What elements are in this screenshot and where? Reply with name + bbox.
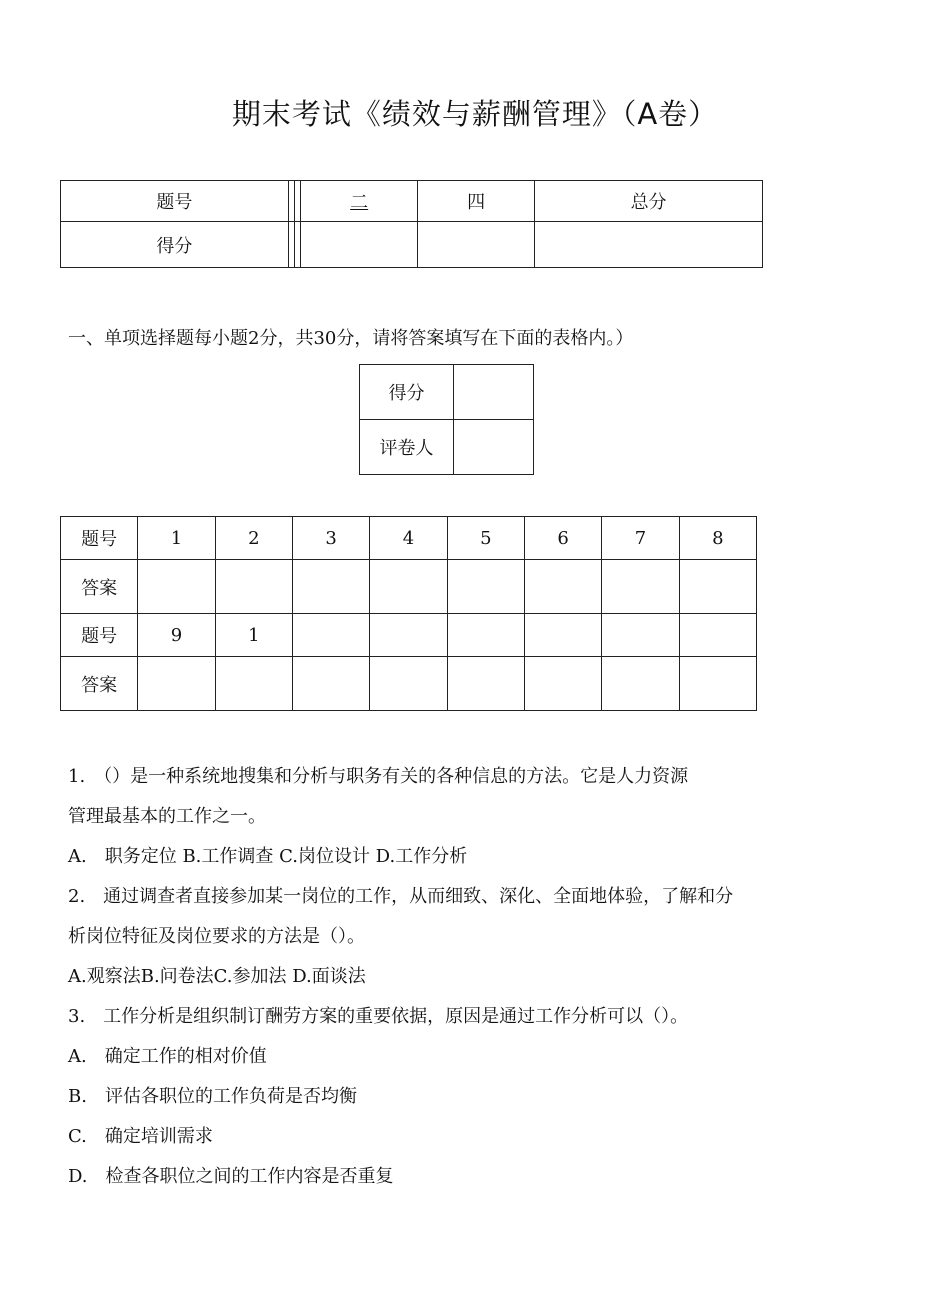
table-cell [447,614,524,657]
table-cell [292,657,369,711]
table-cell [138,657,215,711]
table-cell: 二 [301,181,418,222]
table-cell [524,614,601,657]
question-3-option-c: C. 确定培训需求 [68,1126,213,1147]
table-cell: 答案 [61,560,138,614]
table-cell: 4 [370,517,447,560]
question-2-stem: 2. 通过调查者直接参加某一岗位的工作，从而细致、深化、全面地体验，了解和分 [68,886,734,907]
table-cell: 6 [524,517,601,560]
table-cell: 评卷人 [360,420,454,475]
table-cell [215,560,292,614]
table-cell: 四 [418,181,535,222]
table-cell [447,657,524,711]
question-1-stem-cont: 管理最基本的工作之一。 [68,806,266,827]
table-row [360,420,534,475]
table-cell: 3 [292,517,369,560]
table-cell [602,560,679,614]
question-3-stem: 3. 工作分析是组织制订酬劳方案的重要依据，原因是通过工作分析可以（）。 [68,1006,689,1027]
score-summary-table [60,180,763,268]
table-cell [679,657,756,711]
exam-title: 期末考试《绩效与薪酬管理》（A卷） [231,97,719,131]
table-row [61,657,757,711]
table-cell: 9 [138,614,215,657]
table-cell [524,560,601,614]
section-heading: 一、单项选择题每小题2分，共30分，请将答案填写在下面的表格内。） [68,328,634,349]
question-1-stem: 1. （）是一种系统地搜集和分析与职务有关的各种信息的方法。它是人力资源 [68,766,689,787]
table-cell [215,657,292,711]
table-cell [602,614,679,657]
table-row [61,560,757,614]
question-3-option-b: B. 评估各职位的工作负荷是否均衡 [68,1086,357,1107]
table-row [61,517,757,560]
table-cell [370,560,447,614]
table-row [61,181,763,222]
question-2-options: A.观察法B.问卷法C.参加法 D.面谈法 [68,966,366,987]
table-cell [679,560,756,614]
table-cell [535,222,763,268]
question-3-option-d: D. 检查各职位之间的工作内容是否重复 [68,1166,394,1187]
question-3-option-a: A. 确定工作的相对价值 [68,1046,267,1067]
question-2-stem-cont: 析岗位特征及岗位要求的方法是（）。 [68,926,365,947]
table-cell [524,657,601,711]
table-cell: 得分 [61,222,289,268]
table-cell [418,222,535,268]
table-cell [370,657,447,711]
answer-grid-table [60,516,757,711]
table-cell [454,365,534,420]
table-cell: 7 [602,517,679,560]
table-cell [138,560,215,614]
table-cell [602,657,679,711]
table-cell: 总分 [535,181,763,222]
table-cell [301,222,418,268]
table-cell [454,420,534,475]
table-cell: 题号 [61,181,289,222]
table-cell [679,614,756,657]
table-cell: 8 [679,517,756,560]
table-cell: 答案 [61,657,138,711]
table-cell [292,560,369,614]
table-cell: 题号 [61,614,138,657]
table-cell: 得分 [360,365,454,420]
table-row [360,365,534,420]
table-cell: 2 [215,517,292,560]
grader-table [359,364,534,475]
table-row [61,222,763,268]
table-row [61,614,757,657]
question-1-options: A. 职务定位 B.工作调查 C.岗位设计 D.工作分析 [68,846,468,867]
table-cell: 1 [215,614,292,657]
table-cell [292,614,369,657]
table-cell: 题号 [61,517,138,560]
table-cell [447,560,524,614]
table-cell [370,614,447,657]
table-cell: 1 [138,517,215,560]
table-cell: 5 [447,517,524,560]
